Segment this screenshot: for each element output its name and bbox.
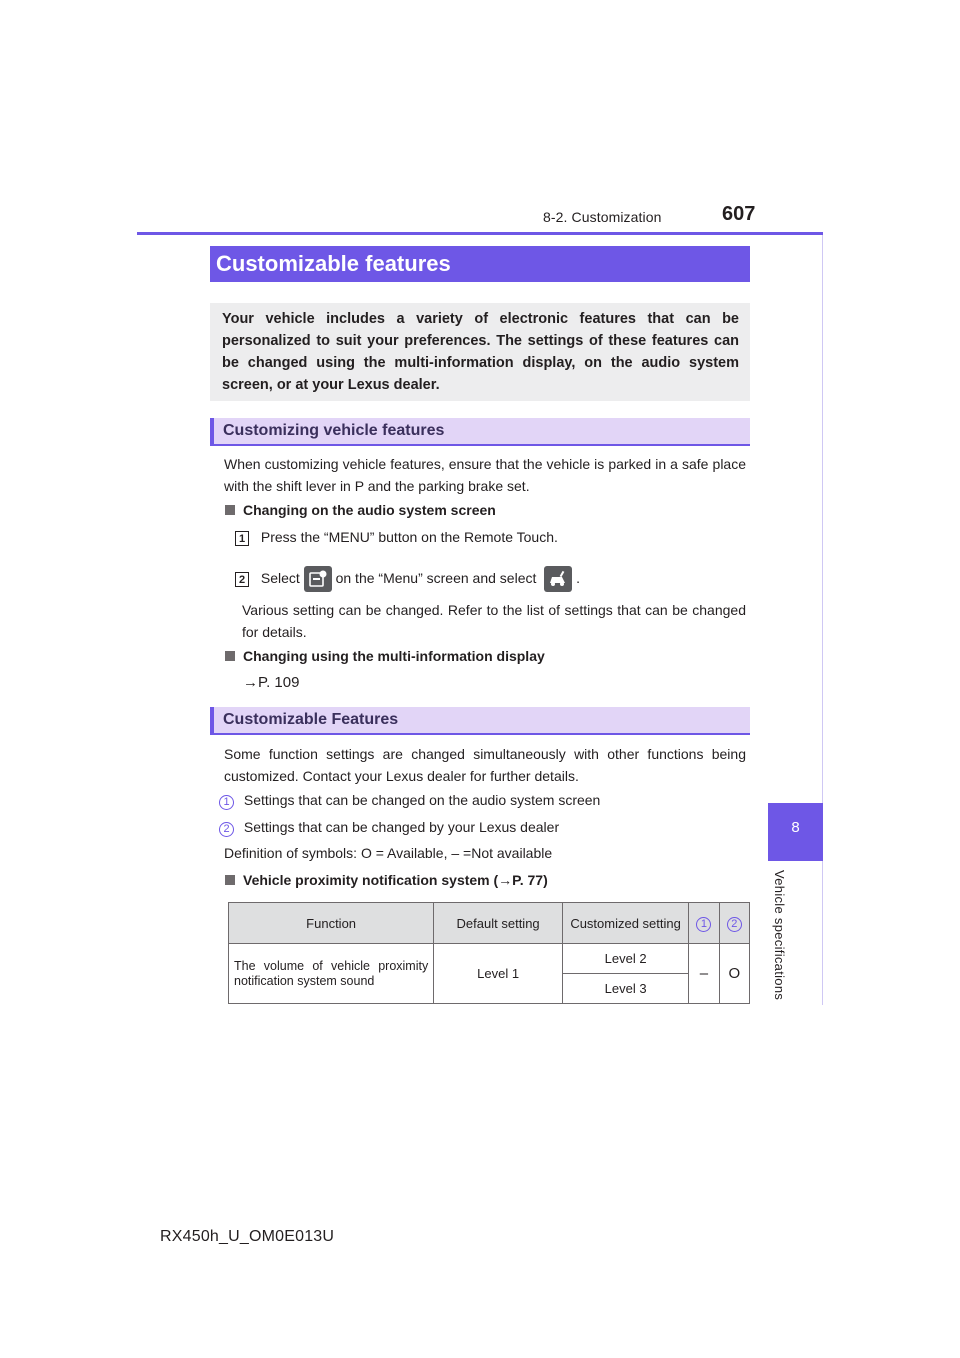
audio-subheading	[225, 502, 496, 518]
legend-number-2: 2	[219, 822, 234, 837]
setup-icon	[304, 566, 332, 592]
cell-col1: –	[689, 944, 719, 1004]
mid-subheading-text: Changing using the multi-information display	[243, 648, 545, 664]
chapter-label: Vehicle specifications	[772, 870, 787, 1001]
legend-number-1: 1	[219, 795, 234, 810]
mid-page-ref[interactable]: →P. 109	[243, 674, 300, 691]
vpn-subheading	[225, 872, 548, 888]
page-title: Customizable features	[210, 246, 750, 282]
vpn-subheading-text: Vehicle proximity notification system (→P. 77)	[243, 872, 548, 888]
chapter-tab	[768, 803, 823, 861]
symbol-definition: Definition of symbols: O = Available, – =Not available	[224, 845, 553, 861]
table-header-row	[229, 903, 750, 944]
vehicle-icon	[544, 566, 572, 592]
section-header: 8-2. Customization	[543, 209, 662, 225]
cell-default: Level 1	[434, 944, 563, 1004]
bullet-square-icon	[225, 505, 235, 515]
document-code: RX450h_U_OM0E013U	[160, 1228, 335, 1245]
th-function: Function	[229, 903, 434, 944]
section1-paragraph: When customizing vehicle features, ensure that the vehicle is parked in a safe place with the shift lever in P and the parking brake set.	[224, 456, 746, 494]
step-2-pre: Select	[260, 570, 300, 586]
step-2-mid: on the “Menu” screen and select	[335, 570, 537, 586]
cell-custom-1: Level 2	[562, 944, 688, 974]
legend-2	[219, 819, 559, 837]
mid-subheading	[225, 648, 545, 664]
step-2	[235, 564, 580, 592]
section-heading-features: Customizable Features	[210, 707, 750, 735]
bullet-square-icon	[225, 875, 235, 885]
table-row	[229, 944, 750, 974]
step-1	[235, 529, 558, 546]
intro-box: Your vehicle includes a variety of electronic features that can be personalized to suit your preferences. The settings of these features can be changed using the multi-information display, on the audio system screen, or at your Lexus dealer.	[210, 303, 750, 401]
bullet-square-icon	[225, 651, 235, 661]
section-heading-customizing: Customizing vehicle features	[210, 418, 750, 446]
step-number-1: 1	[235, 531, 249, 546]
th-col2	[719, 903, 749, 944]
section2-paragraph: Some function settings are changed simultaneously with other functions being customized. Contact your Lexus dealer for further details.	[224, 746, 746, 784]
step-2-post: .	[576, 570, 581, 586]
legend-text-1: Settings that can be changed on the audio system screen	[243, 792, 601, 808]
side-divider	[822, 235, 823, 1005]
cell-custom-2: Level 3	[562, 974, 688, 1004]
page-number: 607	[722, 203, 756, 225]
features-table	[228, 902, 750, 1004]
step-1-text: Press the “MENU” button on the Remote Touch.	[260, 529, 558, 545]
th-custom: Customized setting	[562, 903, 688, 944]
legend-1	[219, 792, 600, 810]
audio-note: Various setting can be changed. Refer to the list of settings that can be changed for details.	[242, 602, 746, 640]
chapter-number: 8	[791, 819, 800, 836]
header-number-1: 1	[696, 917, 711, 932]
step-number-2: 2	[235, 572, 249, 587]
cell-col2: O	[719, 944, 749, 1004]
header-number-2: 2	[727, 917, 742, 932]
chapter-label-wrap	[771, 870, 789, 1010]
legend-text-2: Settings that can be changed by your Lexus dealer	[243, 819, 560, 835]
header-rule	[137, 232, 823, 235]
th-col1	[689, 903, 719, 944]
cell-function: The volume of vehicle proximity notification system sound	[229, 944, 434, 1004]
th-default: Default setting	[434, 903, 563, 944]
audio-subheading-text: Changing on the audio system screen	[243, 502, 496, 518]
